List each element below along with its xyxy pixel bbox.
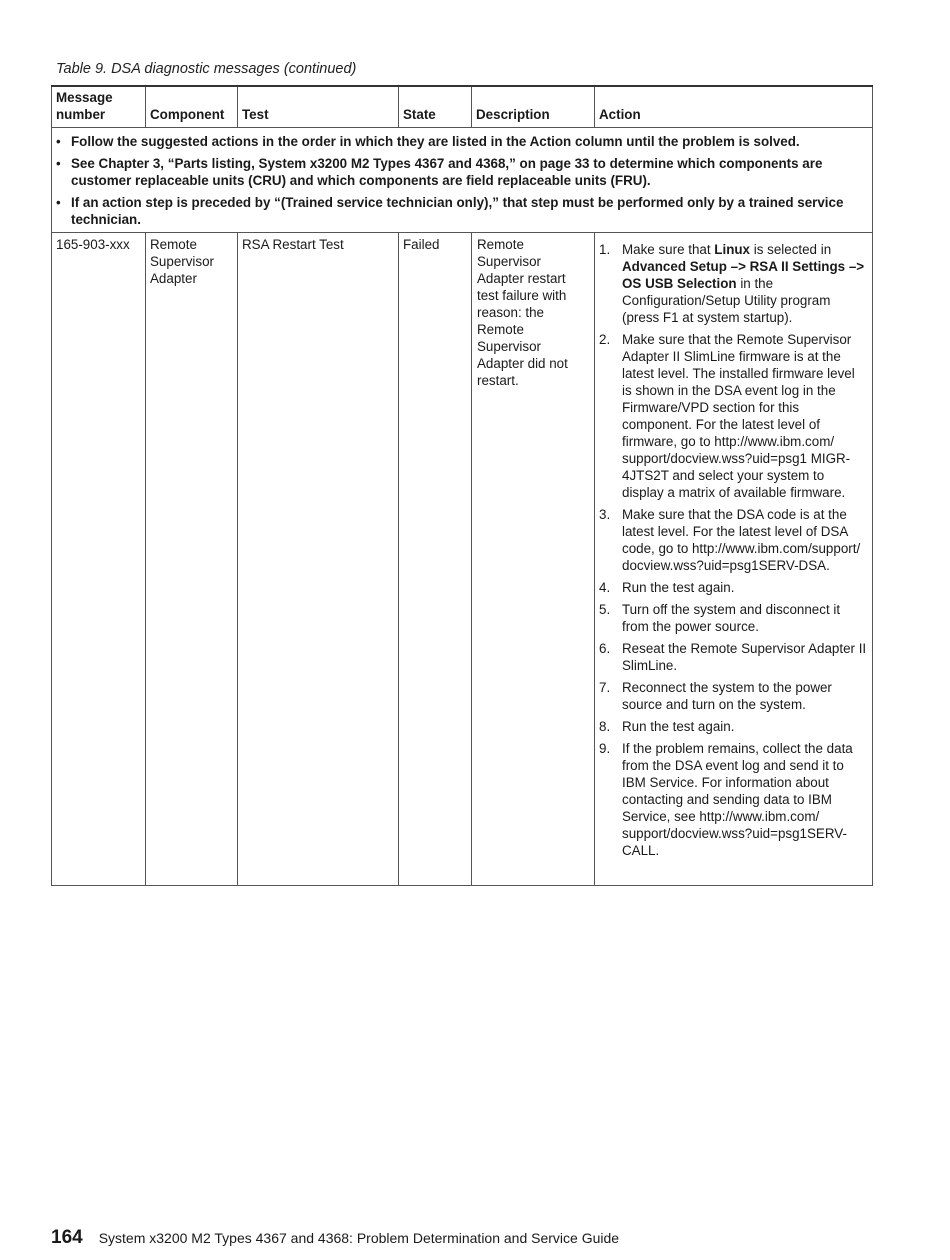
action-step-number: 8. — [599, 719, 611, 734]
action-step-text: Reseat the Remote Supervisor Adapter II SlimLine. — [622, 641, 867, 673]
note-item: • See Chapter 3, “Parts listing, System x3200 M2 Types 4367 and 4368,” on page 33 to determine which components are customer replaceable units (CRU) and which components are field replaceable units (FRU). — [56, 155, 864, 189]
header-state: State — [399, 86, 472, 128]
action-step — [599, 718, 868, 735]
action-step-number: 1. — [599, 242, 611, 257]
table-caption: Table 9. DSA diagnostic messages (continued) — [56, 61, 357, 77]
note-item: • Follow the suggested actions in the order in which they are listed in the Action column until the problem is solved. — [56, 133, 864, 150]
footer-title: System x3200 M2 Types 4367 and 4368: Problem Determination and Service Guide — [98, 1230, 620, 1246]
cell-message-number: 165-903-xxx — [52, 233, 146, 886]
action-steps-list — [599, 241, 868, 859]
action-step-text: Advanced Setup –> RSA II Settings –> OS USB Selection — [622, 259, 865, 291]
action-step-number: 5. — [599, 602, 611, 617]
note-item: • If an action step is preceded by “(Trained service technician only),” that step must be performed only by a trained service technician. — [56, 194, 864, 228]
action-step-text: Make sure that — [622, 242, 715, 257]
action-step — [599, 506, 868, 574]
action-step — [599, 331, 868, 501]
action-step-number: 7. — [599, 680, 611, 695]
action-step-text: Make sure that the DSA code is at the latest level. For the latest level of DSA code, go to http://www.ibm.com/support/ docview.wss?uid=psg1SERV-DSA. — [622, 507, 861, 573]
notes-cell — [52, 128, 873, 233]
action-step-number: 3. — [599, 507, 611, 522]
cell-state: Failed — [399, 233, 472, 886]
action-step-text: in the Configuration/Setup Utility program (press F1 at system startup). — [622, 276, 831, 325]
cell-component: Remote Supervisor Adapter — [146, 233, 238, 886]
action-step-text: Make sure that the Remote Supervisor Adapter II SlimLine firmware is at the latest level. The installed firmware level is shown in the DSA event log in the Firmware/VPD section for this component. For the latest level of firmware, go to http://www.ibm.com/ support/docview.wss?uid=psg1 MIGR-4JTS2T and select your system to display a matrix of available firmware. — [622, 332, 855, 500]
action-step-number: 2. — [599, 332, 611, 347]
action-step — [599, 640, 868, 674]
table-row — [52, 233, 873, 886]
action-step — [599, 579, 868, 596]
action-step-number: 4. — [599, 580, 611, 595]
header-description: Description — [472, 86, 595, 128]
cell-action — [595, 233, 873, 886]
dsa-messages-table — [51, 85, 873, 886]
action-step-text: Turn off the system and disconnect it from the power source. — [622, 602, 841, 634]
header-component: Component — [146, 86, 238, 128]
action-step — [599, 679, 868, 713]
action-step-text: is selected in — [750, 242, 832, 257]
action-step — [599, 241, 868, 326]
action-step — [599, 601, 868, 635]
cell-test: RSA Restart Test — [238, 233, 399, 886]
header-message-number: Message number — [52, 86, 146, 128]
notes-list — [56, 133, 864, 228]
page-number: 164 — [51, 1227, 83, 1248]
action-step-text: Reconnect the system to the power source and turn on the system. — [622, 680, 832, 712]
column-header-row — [52, 86, 873, 128]
action-step-text: Run the test again. — [622, 580, 735, 595]
page-footer — [51, 1227, 619, 1249]
action-step-text: If the problem remains, collect the data from the DSA event log and send it to IBM Service. For information about contacting and sending data to IBM Service, see http://www.ibm.com/ support/docview.wss?uid=psg1SERV- CALL. — [622, 741, 853, 858]
action-step-number: 6. — [599, 641, 611, 656]
action-step-text: Run the test again. — [622, 719, 735, 734]
action-step — [599, 740, 868, 859]
action-step-text: Linux — [714, 242, 751, 257]
header-action: Action — [595, 86, 873, 128]
cell-description: Remote Supervisor Adapter restart test failure with reason: the Remote Supervisor Adapter did not restart. — [472, 233, 595, 886]
action-step-number: 9. — [599, 741, 611, 756]
header-test: Test — [238, 86, 399, 128]
